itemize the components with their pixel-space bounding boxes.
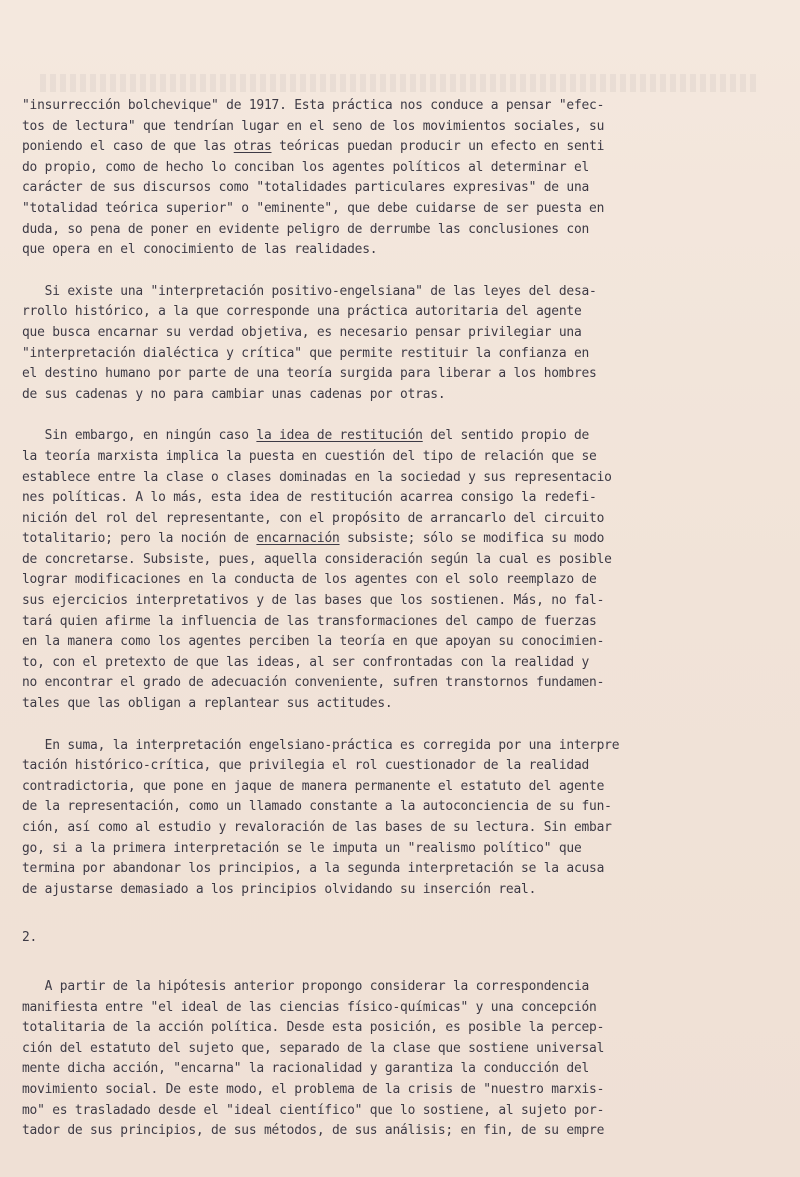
text-line: totalitaria de la acción política. Desde esta posición, es posible la percep- [22,1020,605,1036]
text-line: que busca encarnar su verdad objetiva, es necesario pensar privilegiar una [22,324,582,340]
text-line: contradictoria, que pone en jaque de manera permanente el estatuto del agente [22,778,605,794]
text-line: rrollo histórico, a la que corresponde una práctica autoritaria del agente [22,304,582,320]
text-line: nición del rol del representante, con el propósito de arrancarlo del circuito [22,510,605,526]
text-line: poniendo el caso de que las otras teóricas puedan producir un efecto en senti [22,139,605,155]
text-line: Sin embargo, en ningún caso la idea de restitución del sentido propio de [22,428,590,444]
text-line: go, si a la primera interpretación se le imputa un "realismo político" que [22,840,582,856]
text-line: sus ejercicios interpretativos y de las bases que los sostienen. Más, no fal- [22,593,605,609]
text-line: "insurrección bolchevique" de 1917. Esta práctica nos conduce a pensar "efec- [22,98,605,113]
text-line: to, con el pretexto de que las ideas, al ser confrontadas con la realidad y [22,654,590,670]
text-line: lograr modificaciones en la conducta de los agentes con el solo reemplazo de [22,572,597,588]
text-line: nes políticas. A lo más, esta idea de restitución acarrea consigo la redefi- [22,490,597,506]
paragraph-5 [22,977,778,1142]
section-number: 2. [22,930,38,946]
text-line: "interpretación dialéctica y crítica" que permite restituir la confianza en [22,345,590,361]
text-line: termina por abandonar los principios, a la segunda interpretación se la acusa [22,861,605,877]
underlined-phrase: la idea de restitución [256,428,423,444]
paragraph-2 [22,282,778,406]
text-line: do propio, como de hecho lo conciban los agentes políticos al determinar el [22,159,590,175]
text-line: el destino humano por parte de una teoría surgida para liberar a los hombres [22,366,597,382]
text-line: A partir de la hipótesis anterior propongo considerar la correspondencia [22,978,590,994]
text-line: carácter de sus discursos como "totalidades particulares expresivas" de una [22,180,590,196]
text-line: duda, so pena de poner en evidente peligro de derrumbe las conclusiones con [22,221,590,237]
text-line: tación histórico-crítica, que privilegia el rol cuestionador de la realidad [22,758,590,774]
text-line: tador de sus principios, de sus métodos, de sus análisis; en fin, de su empre [22,1123,605,1139]
text-line: tos de lectura" que tendrían lugar en el seno de los movimientos sociales, su [22,118,605,134]
text-line: mo" es trasladado desde el "ideal científico" que lo sostiene, al sujeto por- [22,1102,605,1118]
text-line: "totalidad teórica superior" o "eminente", que debe cuidarse de ser puesta en [22,200,605,216]
text-line: de concretarse. Subsiste, pues, aquella consideración según la cual es posible [22,551,612,567]
text-line: en la manera como los agentes perciben la teoría en que apoyan su conocimien- [22,634,605,650]
text-line: tará quien afirme la influencia de las transformaciones del campo de fuerzas [22,613,597,629]
document-body [22,96,778,1142]
text-line: tales que las obligan a replantear sus actitudes. [22,696,393,712]
paragraph-3 [22,426,778,714]
text-line: ción, así como al estudio y revaloración de las bases de su lectura. Sin embar [22,820,612,835]
text-line: de la representación, como un llamado constante a la autoconciencia de su fun- [22,799,612,815]
text-line: de ajustarse demasiado a los principios olvidando su inserción real. [22,881,537,897]
underlined-phrase: otras [233,139,272,155]
text-line: totalitario; pero la noción de encarnación subsiste; sólo se modifica su modo [22,531,605,547]
underlined-phrase: encarnación [256,531,340,547]
paragraph-4 [22,736,778,901]
text-line: Si existe una "interpretación positivo-engelsiana" de las leyes del desa- [22,283,597,299]
text-line: ción del estatuto del sujeto que, separado de la clase que sostiene universal [22,1040,605,1056]
text-line: la teoría marxista implica la puesta en cuestión del tipo de relación que se [22,448,597,464]
text-line: de sus cadenas y no para cambiar unas cadenas por otras. [22,386,446,402]
text-line: mente dicha acción, "encarna" la racionalidad y garantiza la conducción del [22,1061,590,1077]
paragraph-1 [22,96,778,261]
text-line: que opera en el conocimiento de las realidades. [22,242,378,258]
text-line: establece entre la clase o clases dominadas en la sociedad y sus representacio [22,469,612,485]
text-line: movimiento social. De este modo, el problema de la crisis de "nuestro marxis- [22,1081,605,1097]
text-line: no encontrar el grado de adecuación conveniente, sufren transtornos fundamen- [22,675,605,691]
text-line: manifiesta entre "el ideal de las ciencias físico-químicas" y una concepción [22,999,597,1015]
bleed-through-line [40,74,760,92]
text-line: En suma, la interpretación engelsiano-práctica es corregida por una interpre [22,737,620,753]
